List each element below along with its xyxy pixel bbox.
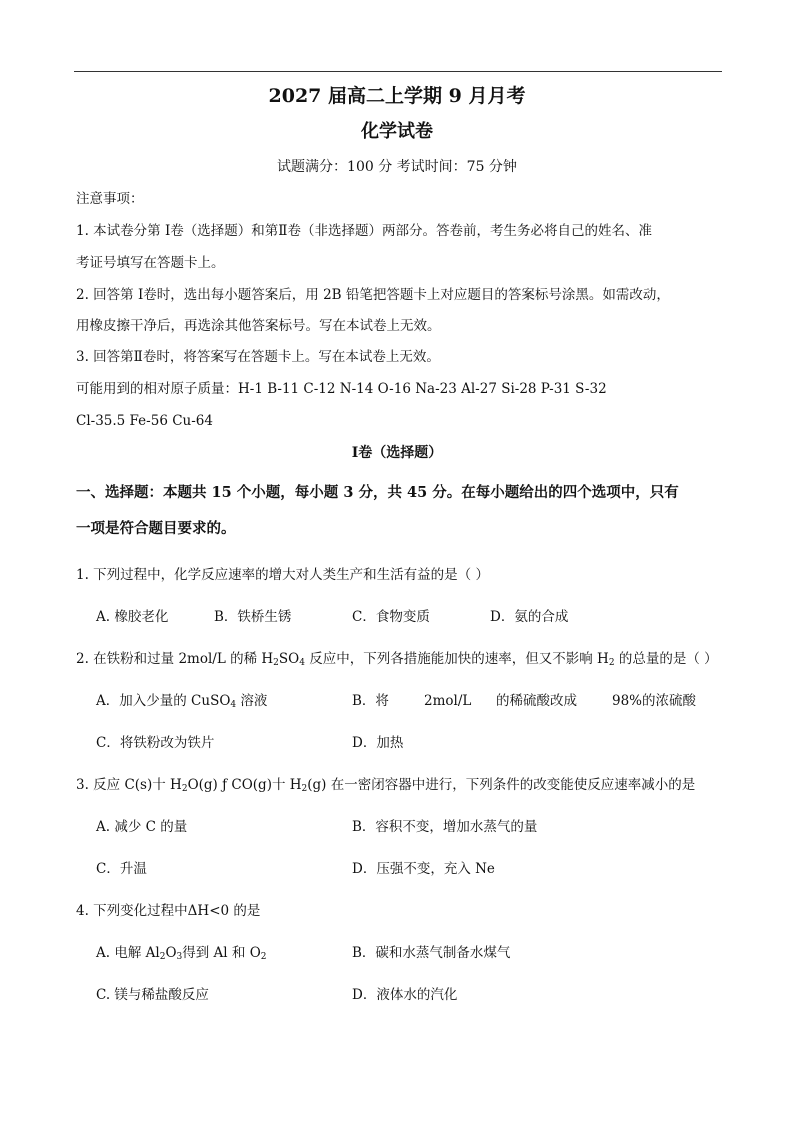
question-3-option-c: C．升温	[96, 861, 147, 877]
header-rule	[74, 71, 722, 72]
notice-item-2-cont: 用橡皮擦干净后，再选涂其他答案标号。写在本试卷上无效。	[76, 318, 441, 334]
question-4-option-d: D．液体水的汽化	[352, 987, 458, 1003]
atomic-masses-cont: Cl-35.5 Fe-56 Cu-64	[76, 413, 213, 429]
question-3-option-a: A. 减少 C 的量	[96, 819, 188, 835]
question-2-stem: 2. 在铁粉和过量 2mol/L 的稀 $H_2SO_4$ 反应中，下列各措施能加快的速率，但又不影响 $H_2$ 的总量的是（ ）	[76, 651, 718, 668]
question-4-option-b: B．碳和水蒸气制备水煤气	[352, 945, 511, 961]
question-1-option-c: C．食物变质	[352, 609, 430, 625]
question-3-option-b: B．容积不变，增加水蒸气的量	[352, 819, 538, 835]
exam-info: 试题满分：100 分 考试时间：75 分钟	[277, 159, 517, 175]
question-2-option-b-middle: 的稀硫酸改成	[496, 693, 577, 709]
question-2-option-b: B．将	[352, 693, 389, 709]
question-2-option-a: A．加入少量的 CuSO$_4$ 溶液	[96, 693, 268, 710]
notice-item-1: 1. 本试卷分第 Ⅰ卷（选择题）和第Ⅱ卷（非选择题）两部分。答卷前，考生务必将自己的姓名、准	[76, 223, 652, 239]
question-4-option-c: C. 镁与稀盐酸反应	[96, 987, 209, 1003]
question-3-stem: 3. 反应 C(s)十 $H_2O(g)$ ƒ CO(g)十 $H_2(g)$ 在一密闭容器中进行，下列条件的改变能使反应速率减小的是	[76, 777, 696, 794]
question-2-option-c: C．将铁粉改为铁片	[96, 735, 215, 751]
section-1-intro-cont: 一项是符合题目要求的。	[76, 520, 236, 537]
notice-item-2: 2. 回答第 Ⅰ卷时，选出每小题答案后，用 2B 铅笔把答题卡上对应题目的答案标号涂黑。如需改动，	[76, 287, 670, 303]
question-3-option-d: D．压强不变，充入 Ne	[352, 861, 495, 877]
question-4-option-a: A. 电解 $Al_2O_3$得到 Al 和 $O_2$	[96, 945, 267, 962]
question-4-stem: 4. 下列变化过程中ΔH<0 的是	[76, 903, 261, 919]
notice-heading: 注意事项：	[76, 191, 144, 207]
question-1-option-b: B．铁桥生锈	[214, 609, 292, 625]
question-1-option-a: A. 橡胶老化	[96, 609, 169, 625]
question-2-option-b-end: 98%的浓硫酸	[612, 693, 697, 709]
section-1-intro: 一、选择题：本题共 15 个小题，每小题 3 分，共 45 分。在每小题给出的四个选项中，只有	[76, 484, 679, 501]
question-2-option-d: D．加热	[352, 735, 404, 751]
exam-subject: 化学试卷	[361, 121, 433, 142]
question-1-stem: 1. 下列过程中，化学反应速率的增大对人类生产和生活有益的是（ ）	[76, 567, 489, 583]
question-2-option-b-concentration: 2mol/L	[424, 693, 472, 709]
exam-title: 2027 届高二上学期 9 月月考	[268, 85, 526, 107]
question-1-option-d: D．氨的合成	[490, 609, 569, 625]
notice-item-3: 3. 回答第Ⅱ卷时，将答案写在答题卡上。写在本试卷上无效。	[76, 349, 440, 365]
section-1-heading: Ⅰ卷（选择题）	[351, 445, 443, 461]
notice-item-1-cont: 考证号填写在答题卡上。	[76, 255, 225, 271]
atomic-masses: 可能用到的相对原子质量：H-1 B-11 C-12 N-14 O-16 Na-23 Al-27 Si-28 P-31 S-32	[76, 381, 607, 397]
